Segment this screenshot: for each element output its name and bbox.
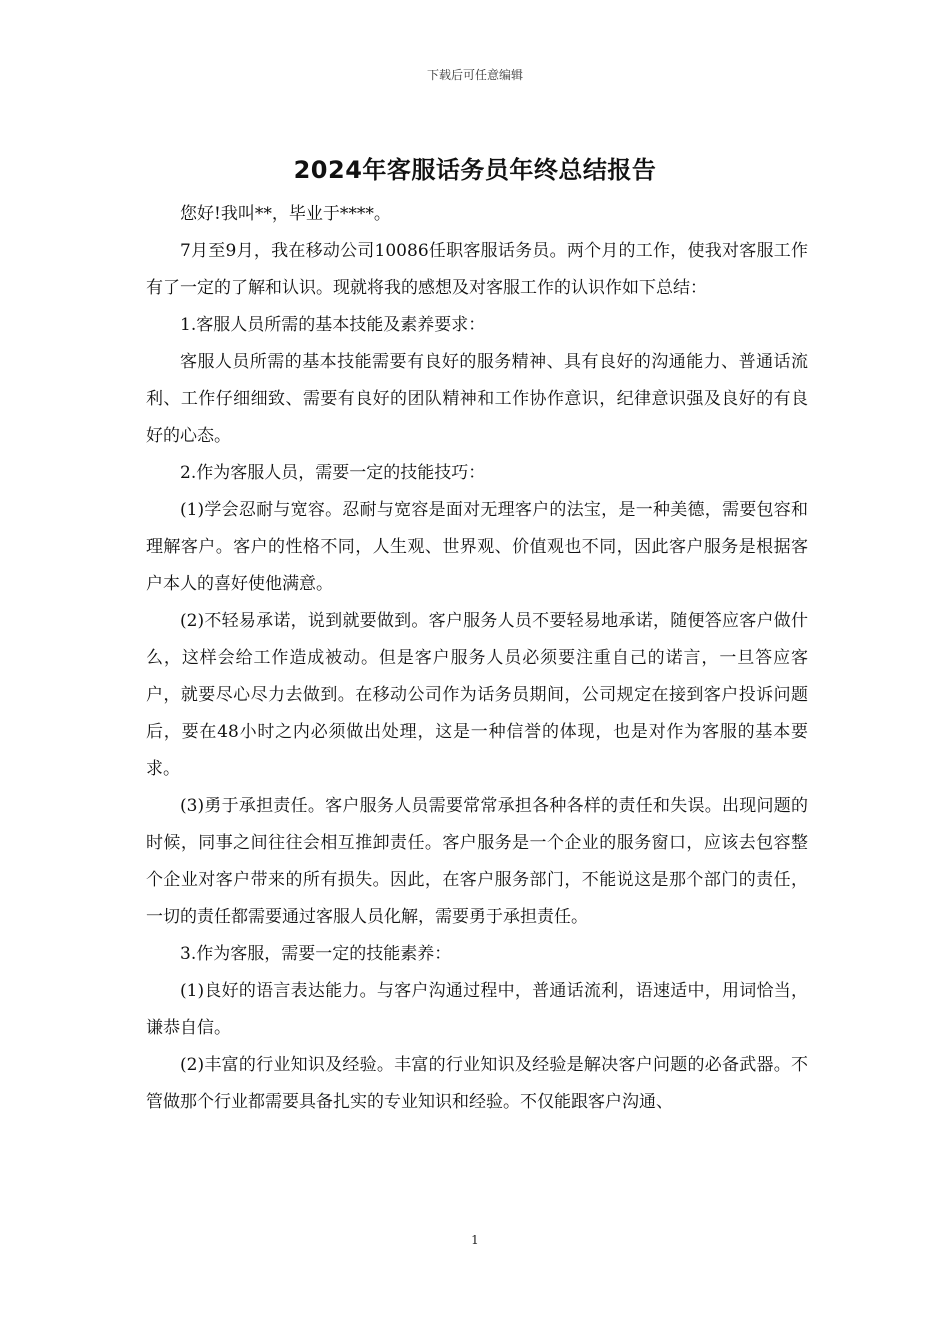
paragraph-patience: (1)学会忍耐与宽容。忍耐与宽容是面对无理客户的法宝，是一种美德，需要包容和理解客户。客户的性格不同，人生观、世界观、价值观也不同，因此客户服务是根据客户本人的喜好使他满意。 [146,500,808,594]
paragraph-language: (1)良好的语言表达能力。与客户沟通过程中，普通话流利，语速适中，用词恰当，谦恭自信。 [146,981,808,1038]
document-title: 2024年客服话务员年终总结报告 [293,156,657,184]
paragraph-responsibility: (3)勇于承担责任。客户服务人员需要常常承担各种各样的责任和失误。出现问题的时候，同事之间往往会相互推卸责任。客户服务是一个企业的服务窗口，应该去包容整个企业对客户带来的所有损失。因此，在客户服务部门，不能说这是那个部门的责任，一切的责任都需要通过客服人员化解，需要勇于承担责任。 [146,796,808,927]
page-number: 1 [471,1233,479,1247]
document-body [146,196,808,1121]
section-heading-3: 3.作为客服，需要一定的技能素养： [180,944,452,964]
paragraph-intro: 7月至9月，我在移动公司10086任职客服话务员。两个月的工作，使我对客服工作有了一定的了解和认识。现就将我的感想及对客服工作的认识作如下总结： [146,241,808,298]
section-heading-2: 2.作为客服人员，需要一定的技能技巧： [180,463,486,483]
paragraph-greeting: 您好!我叫**，毕业于****。 [180,204,391,224]
section-heading-1: 1.客服人员所需的基本技能及素养要求： [180,315,486,335]
paragraph-basic-skills: 客服人员所需的基本技能需要有良好的服务精神、具有良好的沟通能力、普通话流利、工作仔细细致、需要有良好的团队精神和工作协作意识，纪律意识强及良好的有良好的心态。 [146,352,808,446]
header-note: 下载后可任意编辑 [426,68,523,82]
paragraph-knowledge: (2)丰富的行业知识及经验。丰富的行业知识及经验是解决客户问题的必备武器。不管做那个行业都需要具备扎实的专业知识和经验。不仅能跟客户沟通、 [146,1055,808,1112]
paragraph-promises: (2)不轻易承诺，说到就要做到。客户服务人员不要轻易地承诺，随便答应客户做什么，这样会给工作造成被动。但是客户服务人员必须要注重自己的诺言，一旦答应客户，就要尽心尽力去做到。在移动公司作为话务员期间，公司规定在接到客户投诉问题后，要在48小时之内必须做出处理，这是一种信誉的体现，也是对作为客服的基本要求。 [146,611,808,779]
